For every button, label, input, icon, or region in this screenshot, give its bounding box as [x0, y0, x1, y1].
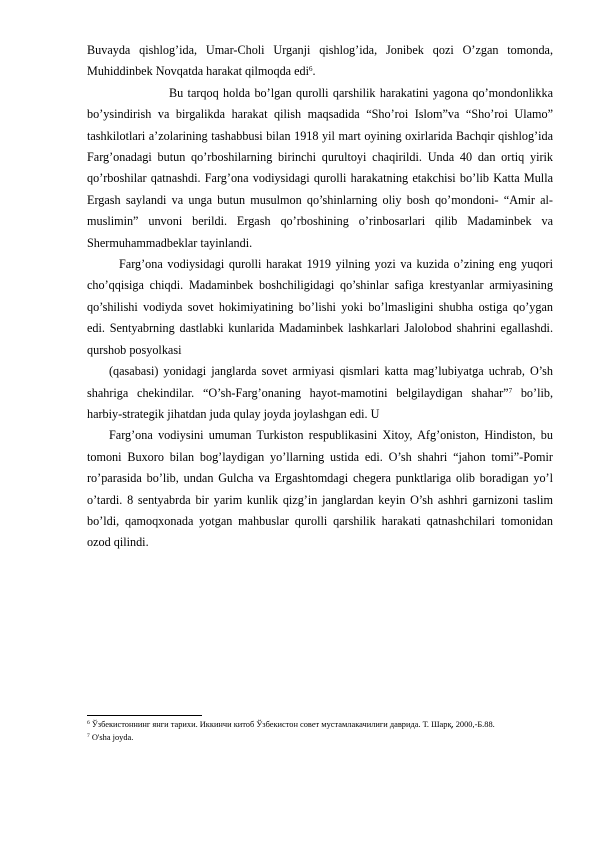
footnote-6: [87, 718, 553, 731]
paragraph-2: Bu tarqoq holda bo’lgan qurolli qarshilik harakatini yagona qo’mondonlikka bo’ysindirish va birgalikda harakat qilish maqsadida “Sho’roi Islom”va “Sho’roi Ulamo” tashkilotlari a’zolarining tashabbusi bilan 1918 yil mart oyining oxirlarida Bachqir qishlog’ida Farg’onadagi butun qo’rboshilarning birinchi qurultoyi chaqirildi. Unda 40 dan ortiq yirik qo’rboshilar qatnashdi. Farg’ona vodiysidagi qurolli harakatning etakchisi bo’lib Katta Mulla Ergash saylandi va unga butun musulmon qo’shinlarning oliy bosh qo’mondoni- “Amir al-muslimin” unvoni berildi. Ergash qo’rboshining o’rinbosarlari qilib Madaminbek va Shermuhammadbeklar tayinlandi.: [87, 85, 553, 250]
paragraph-3: Farg’ona vodiysidagi qurolli harakat 1919 yilning yozi va kuzida o’zining eng yuqori cho’qqisiga chiqdi. Madaminbek boshchiligidagi qo’shinlar safiga krestyanlar armiyasining qo’shilishi vodiyda sovet hokimiyatining bo’lishi yoki bo’lmasligini shubha ostiga qo’ygan edi. Sentyabrning dastlabki kunlarida Madaminbek lashkarlari Jalolobod shahrini egallashdi. qurshob posyolkasi: [87, 257, 553, 357]
body-text: [87, 40, 553, 554]
paragraph-tail: bo’lib, harbiy-strategik jihatdan juda qulay joyda joylashgan edi. U: [87, 385, 553, 421]
footnote-number: 7: [87, 733, 90, 739]
footnote-ref: 7: [508, 386, 513, 395]
footnote-number: 6: [87, 720, 90, 726]
paragraph-4: [87, 361, 553, 425]
paragraph-5: Farg’ona vodiysini umuman Turkiston respublikasini Xitoy, Afg’oniston, Hindiston, bu tomoni Buxoro bilan bog’laydigan yo’llarning ustida edi. O’sh shahri “jahon tomi”-Pomir ro’parasida bo’lib, undan Gulcha va Ergashtomdagi chegera punktlariga olib boradigan yo’l o’tardi. 8 sentyabrda bir yarim kunlik qizg’in janglardan keyin O’sh ashhri garnizoni taslim bo’ldi, qamoqxonada yotgan mahbuslar qurolli qarshilik harakati qatnashchilari tomonidan ozod qilindi.: [87, 428, 553, 550]
footnote-text: O'sha joyda.: [91, 733, 134, 742]
footnote-7: [87, 731, 553, 744]
footnote-separator: [87, 715, 202, 716]
paragraph-tail: .: [312, 64, 316, 79]
footnotes: [87, 718, 553, 744]
paragraph-text: (qasabasi) yonidagi janglarda sovet armiyasi qismlari katta mag’lubiyatga uchrab, O’sh shahriga chekindilar. “O’sh-Farg’onaning hayot-mamotini belgilaydigan shahar”: [87, 364, 553, 400]
paragraph-1: [87, 40, 553, 83]
paragraph-text: Buvayda qishlog’ida, Umar-Choli Urganji qishlog’ida, Jonibek qozi O’zgan tomonda, Muhiddinbek Novqatda harakat qilmoqda edi: [87, 43, 553, 79]
footnote-ref: 6: [309, 65, 313, 74]
footnote-text: Ўзбекистоннинг янги тарихи. Иккинчи китоб Ўзбекистон совет мустамлакачилиги даврида. Т. Шарқ, 2000,-Б.88.: [91, 720, 495, 729]
